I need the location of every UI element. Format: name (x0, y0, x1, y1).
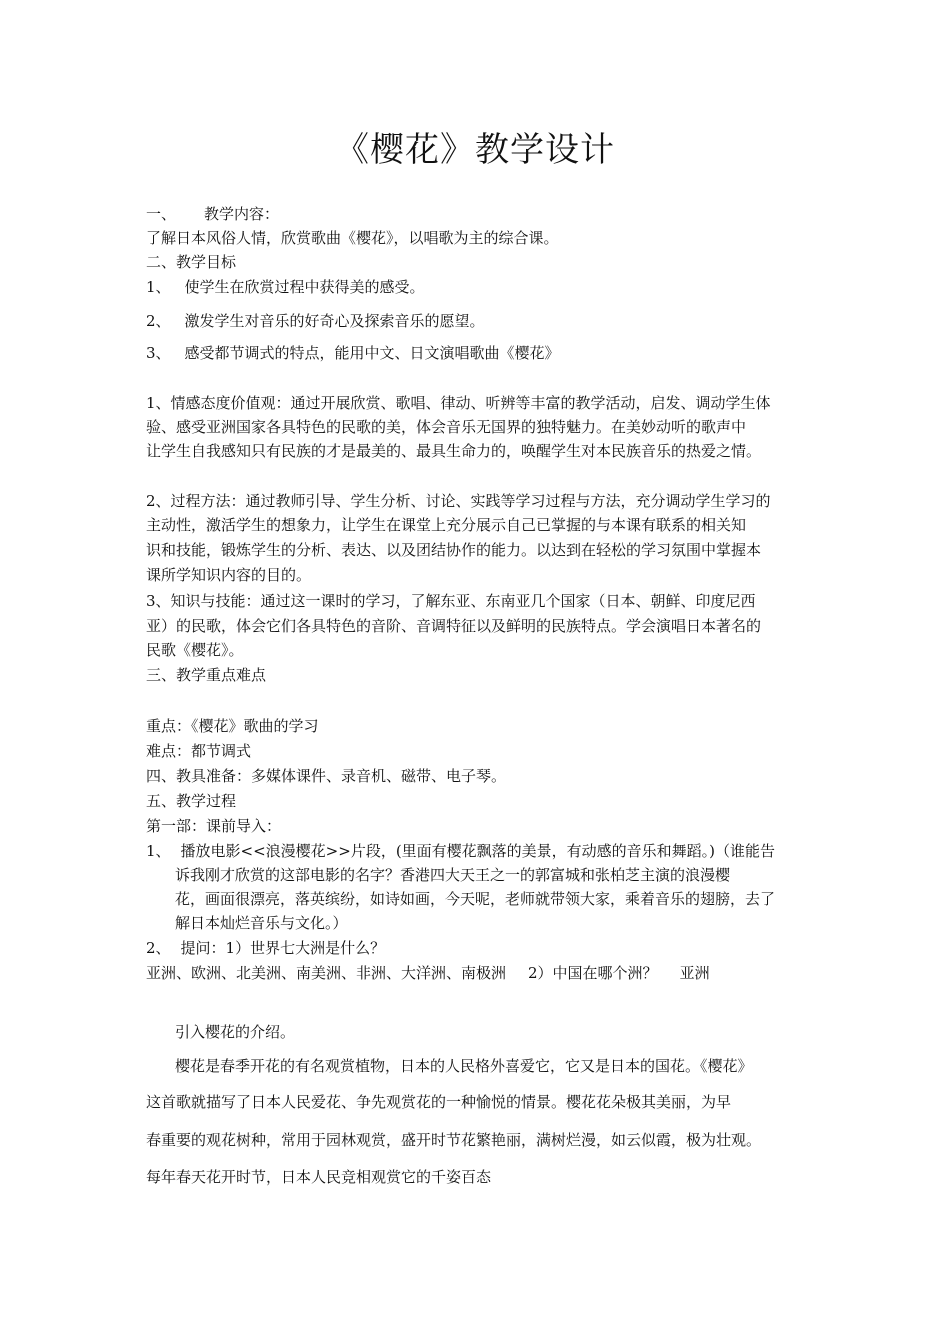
objective-item-2-text: 激发学生对音乐的好奇心及探索音乐的愿望。 (184, 312, 485, 330)
step-1-number: 1、 (146, 842, 171, 860)
objective-item-2 (146, 310, 485, 332)
objective-item-2-number: 2、 (146, 312, 171, 330)
step-1-line-1 (146, 840, 775, 862)
section-1-heading: 教学内容： (204, 205, 280, 223)
step-2-line (146, 937, 385, 959)
section-2-heading: 二、教学目标 (146, 253, 237, 271)
goal-3-line-1: 3、知识与技能：通过这一课时的学习，了解东亚、东南亚几个国家（日本、朝鲜、印度尼西 (146, 592, 756, 610)
section-4-teaching-tools: 四、教具准备：多媒体课件、录音机、磁带、电子琴。 (146, 767, 507, 785)
goal-2-line-1: 2、过程方法：通过教师引导、学生分析、讨论、实践等学习过程与方法，充分调动学生学习的 (146, 492, 771, 510)
intro-line-4: 每年春天花开时节，日本人民竞相观赏它的千姿百态 (146, 1168, 492, 1186)
intro-heading: 引入樱花的介绍。 (175, 1023, 296, 1041)
step-1-line-4: 解日本灿烂音乐与文化。） (175, 914, 348, 932)
goal-2-line-3: 识和技能，锻炼学生的分析、表达、以及团结协作的能力。以达到在轻松的学习氛围中掌握本 (146, 541, 762, 559)
section-5-heading: 五、教学过程 (146, 792, 237, 810)
step-2-number: 2、 (146, 939, 171, 957)
objective-item-3-number: 3、 (146, 344, 171, 362)
goal-2-line-4: 课所学知识内容的目的。 (146, 566, 312, 584)
key-point: 重点：《樱花》歌曲的学习 (146, 717, 319, 735)
objective-item-3-text: 感受都节调式的特点，能用中文、日文演唱歌曲《樱花》 (184, 344, 560, 362)
answer-2: 亚洲 (679, 964, 710, 982)
step-1-text-1: 播放电影<<浪漫樱花>>片段，(里面有樱花飘落的美景，有动感的音乐和舞蹈。)（谁能告 (180, 842, 776, 860)
objective-item-1-number: 1、 (146, 278, 171, 296)
part-1-heading: 第一部：课前导入： (146, 817, 282, 835)
step-2-question: 提问：1）世界七大洲是什么？ (180, 939, 386, 957)
page-title: 《樱花》教学设计 (335, 130, 615, 170)
objective-item-1 (146, 276, 425, 298)
step-2-answer-line (146, 962, 710, 984)
section-1-content: 了解日本风俗人情，欣赏歌曲《樱花》，以唱歌为主的综合课。 (146, 229, 559, 247)
difficulty-point: 难点：都节调式 (146, 742, 252, 760)
section-1-number: 一、 (146, 205, 177, 223)
goal-3-line-2: 亚）的民歌，体会它们各具特色的音阶、音调特征以及鲜明的民族特点。学会演唱日本著名的 (146, 617, 762, 635)
intro-line-1: 樱花是春季开花的有名观赏植物，日本的人民格外喜爱它，它又是日本的国花。《樱花》 (175, 1057, 753, 1075)
section-1-heading-line (146, 203, 279, 225)
step-1-line-3: 花，画面很漂亮，落英缤纷，如诗如画，今天呢，老师就带领大家，乘着音乐的翅膀，去了 (175, 890, 776, 908)
goal-1-line-2: 验、感受亚洲国家各具特色的民歌的美，体会音乐无国界的独特魅力。在美妙动听的歌声中 (146, 418, 747, 436)
intro-line-3: 春重要的观花树种，常用于园林观赏，盛开时节花繁艳丽，满树烂漫，如云似霞，极为壮观。 (146, 1131, 762, 1149)
section-3-heading: 三、教学重点难点 (146, 666, 267, 684)
goal-1-line-3: 让学生自我感知只有民族的才是最美的、最具生命力的，唤醒学生对本民族音乐的热爱之情。 (146, 442, 762, 460)
goal-1-line-1: 1、情感态度价值观：通过开展欣赏、歌唱、律动、听辨等丰富的教学活动，启发、调动学生体 (146, 394, 771, 412)
objective-item-1-text: 使学生在欣赏过程中获得美的感受。 (184, 278, 425, 296)
goal-3-line-3: 民歌《樱花》。 (146, 641, 244, 659)
goal-2-line-2: 主动性，激活学生的想象力，让学生在课堂上充分展示自己已掌握的与本课有联系的相关知 (146, 516, 747, 534)
objective-item-3 (146, 342, 560, 364)
continents-answer: 亚洲、欧洲、北美洲、南美洲、非洲、大洋洲、南极洲 (146, 964, 507, 982)
step-1-line-2: 诉我刚才欣赏的这部电影的名字？香港四大天王之一的郭富城和张柏芝主演的浪漫樱 (175, 866, 731, 884)
intro-line-2: 这首歌就描写了日本人民爱花、争先观赏花的一种愉悦的情景。樱花花朵极其美丽，为早 (146, 1093, 732, 1111)
question-2: 2）中国在哪个洲？ (528, 964, 658, 982)
